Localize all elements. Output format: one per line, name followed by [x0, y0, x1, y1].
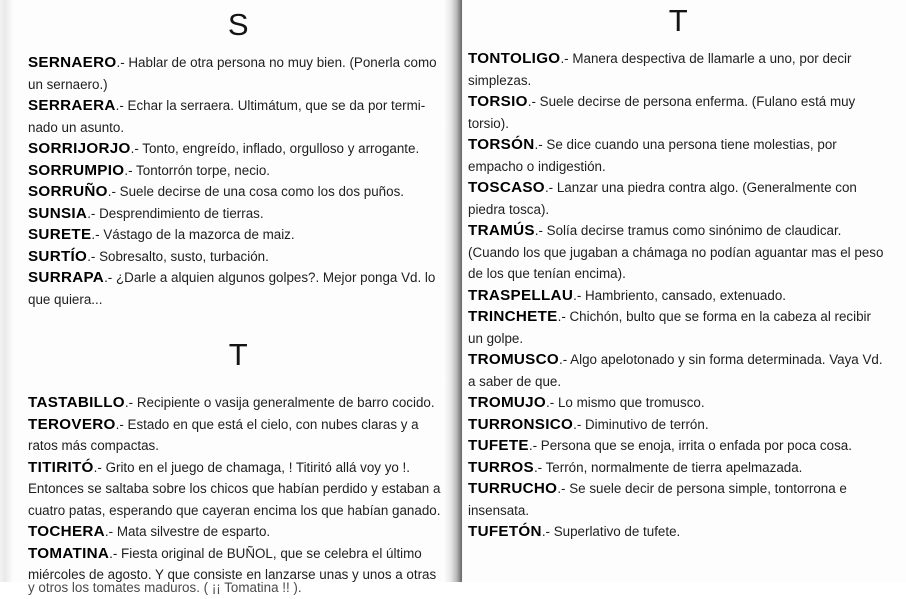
entry-term: TUFETÓN: [468, 523, 542, 540]
entry-definition: Vástago de la mazorca de maiz.: [103, 227, 295, 242]
section-letter-heading: T: [668, 3, 689, 38]
entry-separator: .-: [557, 309, 570, 324]
dictionary-entry: [468, 48, 889, 91]
entry-separator: .-: [534, 223, 547, 238]
entry-definition: Fiesta original de BUÑOL, que se celebra el último miércoles de agosto. Y que consiste en lanzarse unas y unos a otras: [28, 545, 437, 582]
right-page-column: [468, 4, 889, 543]
dictionary-entry: [468, 134, 889, 177]
entry-definition: Hablar de otra persona no muy bien. (Ponerla como un sernaero.): [28, 55, 437, 92]
entry-definition: Superlativo de tufete.: [553, 524, 681, 539]
entry-separator: .-: [560, 51, 573, 66]
entry-separator: .-: [533, 459, 546, 475]
entry-term: TITIRITÓ: [28, 458, 94, 476]
dictionary-entry: [28, 160, 449, 182]
entry-term: TROMUJO: [468, 394, 547, 411]
entry-separator: .-: [115, 98, 128, 113]
entry-definition: Lanzar una piedra contra algo. (Generalmente con piedra tosca).: [468, 180, 857, 217]
entry-separator: .-: [573, 287, 585, 303]
entry-separator: .-: [91, 227, 104, 242]
dictionary-entry: [28, 203, 449, 225]
entry-definition: Suele decirse de persona enferma. (Fulano está muy torsio).: [468, 94, 856, 131]
entry-definition: Se dice cuando una persona tiene molestias, por empacho o indigestión.: [468, 137, 837, 174]
entry-definition: ¿Darle a alquien algunos golpes?. Mejor ponga Vd. lo que quiera...: [28, 270, 436, 307]
entry-definition: Tontorrón torpe, necio.: [136, 162, 271, 178]
dictionary-entry: [468, 414, 889, 436]
dictionary-entry: [28, 181, 449, 203]
entry-term: SUNSIA: [28, 204, 88, 222]
entry-separator: .-: [109, 545, 122, 561]
entry-term: TRASPELLAU: [468, 286, 574, 304]
entry-term: TRAMÚS: [468, 222, 535, 239]
entry-separator: .-: [116, 55, 129, 70]
entry-separator: .-: [87, 248, 100, 264]
entry-separator: .-: [124, 162, 137, 178]
page-left-edge-shadow: [0, 0, 14, 582]
dictionary-entry: [468, 177, 889, 220]
dictionary-entry: [28, 138, 449, 160]
entry-definition: Grito en el juego de chamaga, ! Titiritó allá voy yo !. Entonces se saltaba sobre los chicos que habían perdido y estaban a cuatro patas, esperando que cayeran encima los que habían ganado.: [28, 459, 441, 518]
dictionary-entry: [468, 521, 889, 543]
dictionary-entry: [28, 246, 449, 268]
entry-term: TASTABILLO: [28, 394, 125, 411]
entry-separator: .-: [104, 524, 117, 539]
dictionary-entry: [468, 306, 889, 349]
entry-term: TURROS: [468, 458, 534, 476]
entry-definition: Solía decirse tramus como sinónimo de claudicar. (Cuando los que jugaban a chámaga no podían aguantar mas el peso de los que tenían encima).: [468, 223, 884, 281]
entry-definition: Sobresalto, susto, turbación.: [99, 248, 269, 264]
entry-separator: .-: [130, 141, 143, 156]
entry-term: TONTOLIGO: [468, 50, 561, 67]
entry-term: TOMATINA: [28, 544, 110, 562]
entry-separator: .-: [559, 352, 571, 367]
dictionary-entry: [28, 414, 449, 457]
dictionary-entry: [28, 392, 449, 414]
entry-term: SURRAPA: [28, 269, 105, 286]
entry-definition: Persona que se enoja, irrita o enfada por poca cosa.: [540, 438, 852, 453]
entry-separator: .-: [115, 416, 128, 432]
entry-definition: Tonto, engreído, inflado, orgulloso y arrogante.: [142, 141, 420, 156]
entry-definition: Terrón, normalmente de tierra apelmazada.: [545, 459, 803, 475]
entry-term: SURTÍO: [28, 247, 88, 265]
entry-separator: .-: [544, 180, 557, 195]
entry-separator: .-: [541, 524, 554, 539]
entry-definition: Se suele decir de persona simple, tontorrona e insensata.: [468, 481, 847, 518]
entry-separator: .-: [527, 94, 540, 109]
entry-term: SERRAERA: [28, 97, 116, 114]
entry-definition: Chichón, bulto que se forma en la cabeza al recibir un golpe.: [468, 309, 871, 346]
entry-definition: Mata silvestre de esparto.: [116, 524, 271, 539]
dictionary-entry: [468, 457, 889, 479]
dictionary-entry: [28, 52, 449, 95]
entry-separator: .-: [546, 395, 558, 410]
entry-separator: .-: [573, 416, 585, 432]
entry-term: TEROVERO: [28, 415, 116, 433]
entry-term: TURRONSICO: [468, 415, 574, 433]
entry-term: SERNAERO: [28, 54, 117, 71]
entry-term: TROMUSCO: [468, 351, 559, 368]
entry-definition: Manera despectiva de llamarle a uno, por decir simplezas.: [468, 51, 852, 88]
dictionary-entry: [28, 224, 449, 246]
dictionary-entry: [28, 267, 449, 310]
dictionary-entry: [468, 478, 889, 521]
dictionary-entry: [468, 220, 889, 285]
clipped-bottom-text-line: y otros los tomates maduros. ( ¡¡ Tomatina !! ).: [28, 580, 302, 595]
dictionary-entry: [468, 91, 889, 134]
entry-definition: Estado en que está el cielo, con nubes claras y a ratos más compactas.: [28, 416, 419, 453]
dictionary-entry: [468, 435, 889, 457]
entry-separator: .-: [87, 205, 100, 221]
entry-term: TOCHERA: [28, 523, 105, 540]
entry-definition: Algo apelotonado y sin forma determinada. Vaya Vd. a saber de que.: [468, 352, 883, 389]
entry-separator: .-: [93, 459, 106, 475]
dictionary-entry: [468, 392, 889, 414]
entry-term: SURETE: [28, 226, 92, 243]
entry-term: TRINCHETE: [468, 308, 558, 325]
entry-term: TORSIO: [468, 93, 528, 110]
section-letter-heading: S: [227, 7, 250, 42]
left-page-column: [28, 8, 449, 586]
entry-definition: Desprendimiento de tierras.: [99, 205, 264, 221]
entry-separator: .-: [104, 270, 116, 285]
entry-term: TUFETE: [468, 437, 529, 454]
entry-definition: Echar la serraera. Ultimátum, que se da por termi-nado un asunto.: [28, 98, 426, 135]
dictionary-entry: [468, 349, 889, 392]
entry-term: SORRUÑO: [28, 183, 108, 200]
dictionary-entry: [28, 457, 449, 522]
entry-separator: .-: [528, 438, 541, 453]
entry-separator: .-: [107, 184, 120, 199]
entry-term: SORRUMPIO: [28, 161, 125, 179]
entry-separator: .-: [534, 137, 547, 152]
entry-separator: .-: [557, 481, 570, 496]
entry-separator: .-: [124, 395, 137, 410]
entry-definition: Hambriento, cansado, extenuado.: [585, 287, 786, 303]
entry-term: SORRIJORJO: [28, 140, 131, 157]
entry-term: TORSÓN: [468, 136, 535, 153]
entry-definition: Lo mismo que tromusco.: [557, 395, 705, 410]
dictionary-entry: [28, 95, 449, 138]
entry-definition: Suele decirse de una cosa como los dos puños.: [119, 184, 404, 199]
entry-term: TOSCASO: [468, 179, 545, 196]
dictionary-entry: [28, 521, 449, 543]
entry-definition: Diminutivo de terrón.: [585, 416, 709, 432]
entry-term: TURRUCHO: [468, 480, 558, 497]
dictionary-entry: [468, 285, 889, 307]
section-letter-heading: T: [228, 337, 249, 372]
entry-definition: Recipiente o vasija generalmente de barro cocido.: [136, 395, 435, 410]
